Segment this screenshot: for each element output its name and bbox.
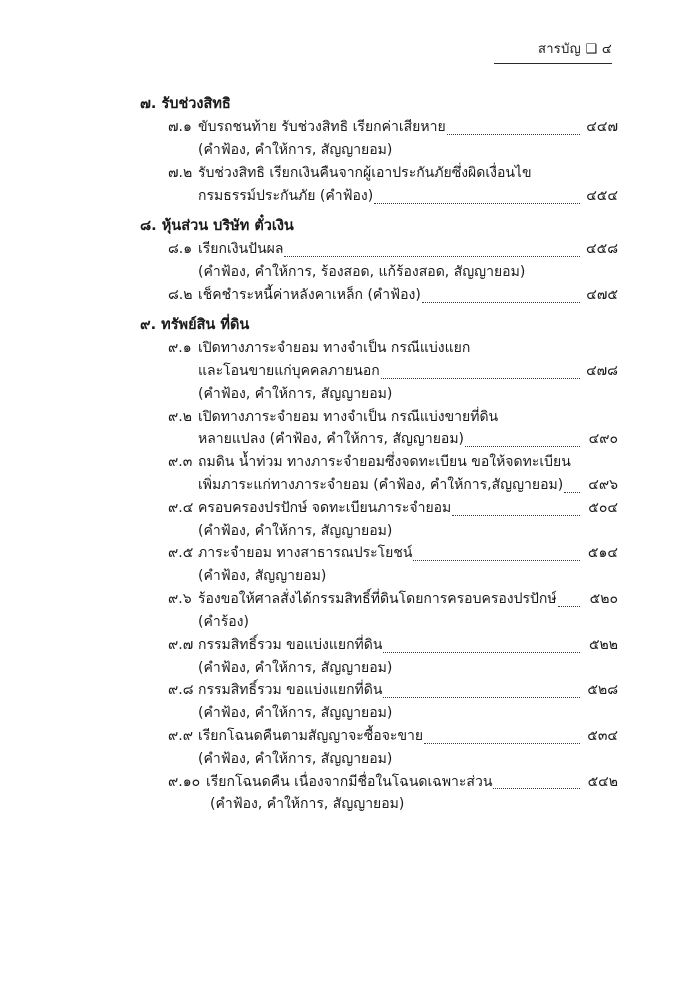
toc-entry-line: [168, 771, 618, 794]
toc-entry-text: เรียกโฉนดคืน เนื่องจากมีชื่อในโฉนดเฉพาะส่วน: [206, 773, 493, 790]
toc-leader-dots: [383, 652, 580, 653]
toc-entry-note: (คำฟ้อง, คำให้การ, สัญญายอม): [198, 142, 393, 159]
toc-entry-text: กรรมสิทธิ์รวม ขอแบ่งแยกที่ดิน: [198, 636, 383, 653]
toc-page-number: ๔๔๗: [586, 119, 618, 136]
toc-entry[interactable]: [140, 451, 618, 497]
toc-page-number: ๕๒๘: [587, 682, 618, 699]
toc-leader-dots: [374, 203, 580, 204]
toc-leader-dots: [564, 492, 580, 493]
toc-leader-dots: [493, 788, 580, 789]
toc-entry-line: [168, 542, 618, 565]
toc-entry-note: (คำฟ้อง, คำให้การ, สัญญายอม): [198, 705, 393, 722]
toc-leader-dots: [413, 560, 580, 561]
toc-entry-line: [168, 360, 618, 383]
toc-section-title: ๙. ทรัพย์สิน ที่ดิน: [140, 316, 250, 333]
toc-entry[interactable]: [140, 771, 618, 817]
toc-page-number: ๕๓๔: [587, 727, 618, 744]
toc-entry-text: รับช่วงสิทธิ เรียกเงินคืนจากผู้เอาประกันภัยซึ่งผิดเงื่อนไข: [198, 165, 532, 182]
toc-entry-number: ๙.๔: [168, 499, 194, 516]
toc-entry-line: [168, 474, 618, 497]
toc-page-number: ๕๒๒: [588, 636, 618, 653]
toc-entry-text: เปิดทางภาระจำยอม ทางจำเป็น กรณีแบ่งแยก: [198, 340, 471, 357]
toc-page-number: ๔๗๕: [586, 286, 618, 303]
toc-page-number: ๔๕๘: [586, 241, 618, 258]
toc-leader-dots: [284, 256, 580, 257]
running-header: [494, 40, 612, 64]
toc-entry-number: ๙.๖: [168, 591, 192, 608]
toc-entry-note: (คำฟ้อง, คำให้การ, สัญญายอม): [198, 750, 393, 767]
toc-page-number: ๕๒๐: [589, 591, 618, 608]
toc-entry-note: (คำฟ้อง, คำให้การ, สัญญายอม): [198, 522, 393, 539]
toc-page-number: ๔๕๔: [586, 187, 618, 204]
toc-page-number: ๔๗๘: [586, 362, 618, 379]
toc-page-number: ๔๙๖: [588, 477, 618, 494]
toc-entry[interactable]: [140, 284, 618, 307]
toc-entry-line: [168, 185, 618, 208]
header-separator-icon: ❑: [585, 42, 598, 57]
toc-entry[interactable]: [140, 116, 618, 162]
toc-leader-dots: [381, 378, 580, 379]
toc-entry-text: เปิดทางภาระจำยอม ทางจำเป็น กรณีแบ่งขายที่ดิน: [198, 408, 499, 425]
table-of-contents: [140, 93, 618, 816]
toc-entry-number: ๙.๘: [168, 682, 194, 699]
toc-entry[interactable]: [140, 679, 618, 725]
toc-entry-line: [168, 588, 618, 611]
toc-entry-line: [168, 497, 618, 520]
toc-entry-text: ครอบครองปรปักษ์ จดทะเบียนภาระจำยอม: [198, 499, 452, 516]
toc-entry-number: ๙.๗: [168, 636, 194, 653]
toc-entry-note: (คำฟ้อง, คำให้การ, สัญญายอม): [210, 796, 405, 813]
toc-entry-line: [168, 634, 618, 657]
toc-leader-dots: [558, 606, 580, 607]
toc-entry-line: [168, 679, 618, 702]
toc-entry-text: เช็คชำระหนี้ค่าหลังคาเหล็ก (คำฟ้อง): [198, 286, 421, 303]
toc-entry-text: ร้องขอให้ศาลสั่งได้กรรมสิทธิ์ที่ดินโดยการครอบครองปรปักษ์: [198, 591, 557, 608]
header-label: สารบัญ: [537, 42, 582, 57]
toc-page-number: ๔๙๐: [588, 431, 618, 448]
toc-section-title: ๘. หุ้นส่วน บริษัท ตั๋วเงิน: [140, 217, 294, 234]
toc-entry-number: ๘.๑: [168, 241, 193, 258]
toc-entry-text: กรมธรรม์ประกันภัย (คำฟ้อง): [198, 187, 374, 204]
toc-entry-number: ๙.๑: [168, 340, 192, 357]
toc-entry-note: (คำฟ้อง, คำให้การ, ร้องสอด, แก้ร้องสอด, สัญญายอม): [198, 264, 526, 281]
toc-section-title: ๗. รับช่วงสิทธิ: [140, 96, 231, 112]
toc-entry[interactable]: [140, 634, 618, 680]
toc-leader-dots: [465, 446, 580, 447]
toc-entry-text: ขับรถชนท้าย รับช่วงสิทธิ เรียกค่าเสียหาย: [198, 119, 446, 136]
toc-entry-note: (คำร้อง): [198, 613, 249, 630]
toc-entry[interactable]: [140, 238, 618, 284]
toc-entry-number: ๙.๑๐: [168, 773, 201, 790]
toc-entry-number: ๗.๒: [168, 165, 193, 182]
toc-entry-number: ๙.๓: [168, 454, 193, 471]
toc-entry-text: เรียกโฉนดคืนตามสัญญาจะซื้อจะขาย: [198, 727, 424, 744]
toc-entry-text: และโอนขายแก่บุคคลภายนอก: [198, 362, 380, 379]
toc-entry-line: [168, 428, 618, 451]
toc-entry-number: ๘.๒: [168, 286, 193, 303]
toc-entry-line: [168, 162, 618, 185]
toc-section: [140, 314, 618, 817]
toc-entry-number: ๙.๒: [168, 408, 192, 425]
toc-page-number: ๕๑๔: [587, 545, 618, 562]
toc-entry-line: [168, 451, 618, 474]
toc-entry-note: (คำฟ้อง, คำให้การ, สัญญายอม): [198, 659, 393, 676]
toc-entry-number: ๙.๙: [168, 727, 193, 744]
toc-entry[interactable]: [140, 406, 618, 452]
toc-leader-dots: [447, 134, 580, 135]
toc-entry[interactable]: [140, 542, 618, 588]
header-text: [538, 43, 612, 56]
toc-entry-note: (คำฟ้อง, คำให้การ, สัญญายอม): [198, 385, 393, 402]
toc-leader-dots: [424, 743, 580, 744]
toc-entry-text: กรรมสิทธิ์รวม ขอแบ่งแยกที่ดิน: [198, 682, 383, 699]
toc-entry-text: ถมดิน น้ำท่วม ทางภาระจำยอมซึ่งจดทะเบียน ขอให้จดทะเบียน: [198, 454, 571, 471]
toc-section: [140, 215, 618, 307]
toc-entry-note: (คำฟ้อง, สัญญายอม): [198, 568, 327, 585]
toc-entry-number: ๗.๑: [168, 119, 192, 136]
toc-leader-dots: [422, 302, 580, 303]
toc-entry-text: หลายแปลง (คำฟ้อง, คำให้การ, สัญญายอม): [198, 431, 465, 448]
toc-entry[interactable]: [140, 725, 618, 771]
toc-entry[interactable]: [140, 337, 618, 405]
toc-entry[interactable]: [140, 497, 618, 543]
toc-leader-dots: [383, 697, 580, 698]
toc-entry-line: [168, 284, 618, 307]
toc-page-number: ๕๐๔: [588, 499, 618, 516]
header-divider: [494, 63, 612, 64]
toc-page-number: ๕๔๒: [587, 773, 618, 790]
toc-entry[interactable]: [140, 588, 618, 634]
toc-entry-number: ๙.๕: [168, 545, 194, 562]
toc-entry-line: [168, 337, 618, 360]
header-page-number: ๔: [601, 42, 612, 57]
toc-entry[interactable]: [140, 162, 618, 208]
toc-entry-text: เพิ่มภาระแก่ทางภาระจำยอม (คำฟ้อง, คำให้การ,สัญญายอม): [198, 477, 564, 494]
toc-entry-text: เรียกเงินปันผล: [198, 241, 284, 258]
toc-entry-line: [168, 406, 618, 429]
toc-entry-line: [168, 238, 618, 261]
toc-leader-dots: [452, 515, 580, 516]
toc-section: [140, 93, 618, 208]
toc-entry-line: [168, 116, 618, 139]
toc-entry-line: [168, 725, 618, 748]
toc-entry-text: ภาระจำยอม ทางสาธารณประโยชน์: [198, 545, 413, 562]
